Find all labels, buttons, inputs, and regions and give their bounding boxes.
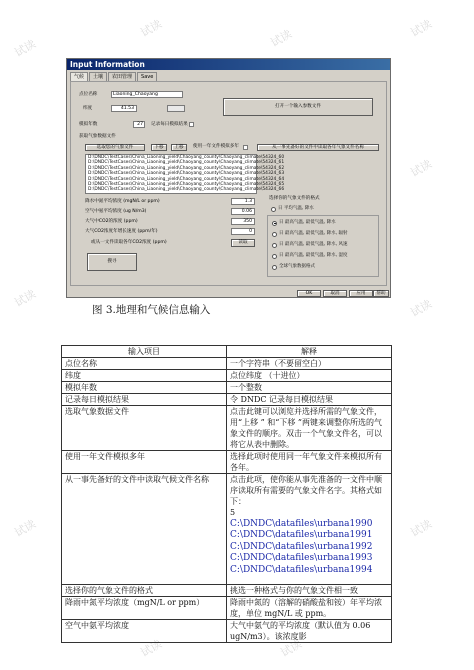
record-daily-checkbox[interactable] (189, 122, 194, 127)
format-option-label: 日 最高气温, 最低气温, 降水, 湿度 (279, 253, 348, 258)
read-file-names-button[interactable]: 从一事先备好的文件中读取各年气象文件名称 (257, 144, 379, 151)
cancel-button[interactable]: 取消 (323, 290, 347, 297)
climate-file-label: 获取气象数据文件 (79, 134, 116, 139)
list-item[interactable]: D:\DNDC\TestCases\China_Liaoning_yield\Chaoyang_county\Chaoyang_climate\54324_62 (88, 165, 285, 171)
rain-n-input[interactable]: 1.3 (231, 198, 255, 205)
table-row (62, 474, 392, 585)
table-cell: 挑选一种格式与你的气象文件相一致 (227, 585, 392, 597)
table-row (62, 370, 392, 382)
table-cell: 记录每日模拟结果 (62, 394, 227, 406)
table-cell: 降雨中氮平均浓度（mgN/L or ppm） (62, 597, 227, 620)
tab-farm-management[interactable]: 农田管理 (108, 72, 136, 81)
table-cell: 选择你的气象文件的格式 (62, 585, 227, 597)
table-header-row (62, 346, 392, 358)
dialog-tabs (70, 72, 157, 81)
open-input-file-button[interactable]: 打开一个输入参数文件 (223, 98, 373, 116)
watermark-text: 试读 (408, 17, 435, 40)
dialog-title: Input Information (67, 59, 390, 70)
list-item[interactable]: D:\DNDC\TestCases\China_Liaoning_yield\Chaoyang_county\Chaoyang_climate\54324_63 (88, 171, 285, 177)
co2-input[interactable]: 350 (231, 218, 255, 225)
watermark-text: 试读 (12, 37, 39, 60)
figure-caption: 图 3.地理和气候信息输入 (92, 304, 211, 316)
radio-button[interactable] (271, 207, 276, 212)
site-name-input[interactable]: Liaoning_Chaoyang (111, 91, 183, 98)
table-row (62, 451, 392, 474)
list-item[interactable]: D:\DNDC\TestCases\China_Liaoning_yield\Chaoyang_county\Chaoyang_climate\54324_60 (88, 155, 285, 160)
tab-climate[interactable]: 气候 (70, 72, 88, 81)
latitude-secondary-input[interactable] (167, 105, 185, 112)
watermark-text: 试读 (408, 157, 435, 180)
ok-button[interactable]: OK (297, 290, 321, 297)
input-information-dialog (66, 58, 391, 298)
format-option-row[interactable] (272, 231, 348, 237)
table-header: 输入项目 (62, 346, 227, 358)
table-cell: 空气中氨平均浓度 (62, 620, 227, 643)
radio-button[interactable] (272, 232, 277, 237)
table-row (62, 382, 392, 394)
latitude-label: 纬度 (83, 106, 93, 111)
list-item[interactable]: D:\DNDC\TestCases\China_Liaoning_yield\Chaoyang_county\Chaoyang_climate\54324_66 (88, 187, 285, 193)
table-cell: 点位纬度 （十进位） (227, 370, 392, 382)
help-button[interactable]: 帮助 (373, 290, 389, 297)
file-path: C:\DNDC\datafiles\urbana1991 (230, 530, 373, 540)
tab-save[interactable]: Save (137, 72, 157, 81)
table-row (62, 406, 392, 451)
format-option-label: 日 最高气温, 最低气温, 降水, 辐射 (279, 231, 348, 236)
table-cell: 一个字符串（不要留空白） (227, 358, 392, 370)
format-option-row[interactable] (272, 253, 348, 259)
format-group-label: 选择你的气象文件的格式 (269, 196, 320, 201)
format-option-row[interactable] (272, 242, 348, 248)
table-row (62, 358, 392, 370)
file-path: C:\DNDC\datafiles\urbana1992 (230, 541, 373, 552)
table-cell: 选取气象数据文件 (62, 406, 227, 451)
select-climate-file-button[interactable]: 选取您的气象文件 (85, 144, 145, 151)
list-item[interactable]: D:\DNDC\TestCases\China_Liaoning_yield\Chaoyang_county\Chaoyang_climate\54324_64 (88, 176, 285, 182)
radio-button[interactable] (272, 243, 277, 248)
format-option-label: 日 最高气温, 最低气温, 降水, 风速 (279, 242, 348, 247)
radio-button[interactable] (272, 254, 277, 259)
input-items-table (61, 345, 392, 643)
table-cell: 大气中氨气的平均浓度（默认值为 0.06 ugN/m3）。该浓度影 (227, 620, 392, 643)
table-cell: 使用一年文件模拟多年 (62, 451, 227, 474)
table-cell: 模拟年数 (62, 382, 227, 394)
format-option-row[interactable] (271, 206, 314, 212)
climate-panel (70, 81, 387, 286)
years-input[interactable]: 27 (133, 121, 145, 128)
table-cell: 点位名称 (62, 358, 227, 370)
file-path: C:\DNDC\datafiles\urbana1993 (230, 553, 373, 563)
rain-n-label: 降水中氮平均浓度 (mgN/L or ppm) (85, 199, 160, 204)
co2-rate-label: 大气CO2浓度年增长速度 (ppm/年) (85, 229, 158, 234)
watermark-text: 试读 (278, 637, 305, 660)
table-cell-file-format (227, 474, 392, 585)
list-item[interactable]: D:\DNDC\TestCases\China_Liaoning_yield\Chaoyang_county\Chaoyang_climate\54324_61 (88, 160, 285, 166)
table-cell: 一个整数 (227, 382, 392, 394)
table-cell: 从一事先备好的文件中读取气候文件名称 (62, 474, 227, 585)
cell-spacer (230, 576, 388, 584)
watermark-text: 试读 (12, 287, 39, 310)
table-cell: 纬度 (62, 370, 227, 382)
table-cell: 点击此键可以浏览并选择所需的气象文件，用“上移 ” 和“下移 ”两键来调整你所选的气象文件的顺序。双击一个气象文件名，可以将它从表中删除。 (227, 406, 392, 451)
format-option-group (267, 215, 379, 277)
watermark-text: 试读 (408, 517, 435, 540)
watermark-text: 试读 (12, 517, 39, 540)
move-up-button[interactable]: 上移 (171, 144, 187, 151)
table-row (62, 394, 392, 406)
watermark-text: 试读 (138, 637, 165, 660)
file-path: C:\DNDC\datafiles\urbana1994 (230, 564, 373, 575)
co2-rate-input[interactable]: 0 (231, 228, 255, 235)
nh3-label: 空气中氨平均浓度 (ug N/m3) (85, 209, 147, 214)
table-row (62, 597, 392, 620)
apply-button[interactable]: 应用 (349, 290, 373, 297)
table-cell: 令 DNDC 记录每日模拟结果 (227, 394, 392, 406)
use-one-year-label: 使用一年文件模拟多年 (193, 144, 239, 149)
record-daily-label: 记录每日模拟结果 (151, 122, 188, 127)
file-path: C:\DNDC\datafiles\urbana1990 (230, 518, 373, 529)
list-item[interactable]: D:\DNDC\TestCases\China_Liaoning_yield\Chaoyang_county\Chaoyang_climate\54324_65 (88, 182, 285, 188)
format-option-label: 全球气象数据格式 (279, 264, 315, 269)
table-row (62, 620, 392, 643)
move-down-button[interactable]: 下移 (151, 144, 167, 151)
watermark-text: 试读 (408, 297, 435, 320)
use-one-year-checkbox[interactable] (243, 145, 248, 150)
co2-label: 大气中CO2的浓度 (ppm) (85, 219, 138, 224)
climate-file-list[interactable] (85, 154, 285, 194)
table-header: 解释 (227, 346, 392, 358)
latitude-input[interactable]: 41.53 (111, 105, 137, 112)
browse-button[interactable]: 搜寻 (87, 253, 137, 271)
radio-button[interactable] (272, 221, 277, 226)
format-option-label: 日 平均气温, 降水 (278, 206, 314, 211)
watermark-text: 试读 (138, 17, 165, 40)
file-format-description: 点击此项，使你能从事先准备的一文件中顺序读取所有需要的气象文件名字。其格式如下： (230, 475, 382, 506)
file-count: 5 (230, 508, 236, 517)
co2-read-label: 或从一文件读取各年CO2浓度 (ppm) (91, 240, 167, 245)
format-option-label: 日 最高气温, 最低气温, 降水 (279, 220, 336, 225)
format-option-row[interactable] (272, 264, 315, 270)
format-option-row[interactable] (272, 220, 336, 226)
co2-read-button[interactable]: 读取 (231, 239, 255, 247)
table-cell: 降雨中氮的（溶解的硝酸盐和铵）年平均浓度，单位 mgN/L 或 ppm。 (227, 597, 392, 620)
table-cell: 选择此项时使用同一年气象文件来模拟所有各年。 (227, 451, 392, 474)
nh3-input[interactable]: 0.06 (231, 208, 255, 215)
years-label: 模拟年数 (79, 122, 98, 127)
site-label: 点位名称 (79, 92, 98, 97)
watermark-text: 试读 (268, 27, 295, 50)
tab-soil[interactable]: 土壤 (89, 72, 107, 81)
table-row (62, 585, 392, 597)
radio-button[interactable] (272, 265, 277, 270)
